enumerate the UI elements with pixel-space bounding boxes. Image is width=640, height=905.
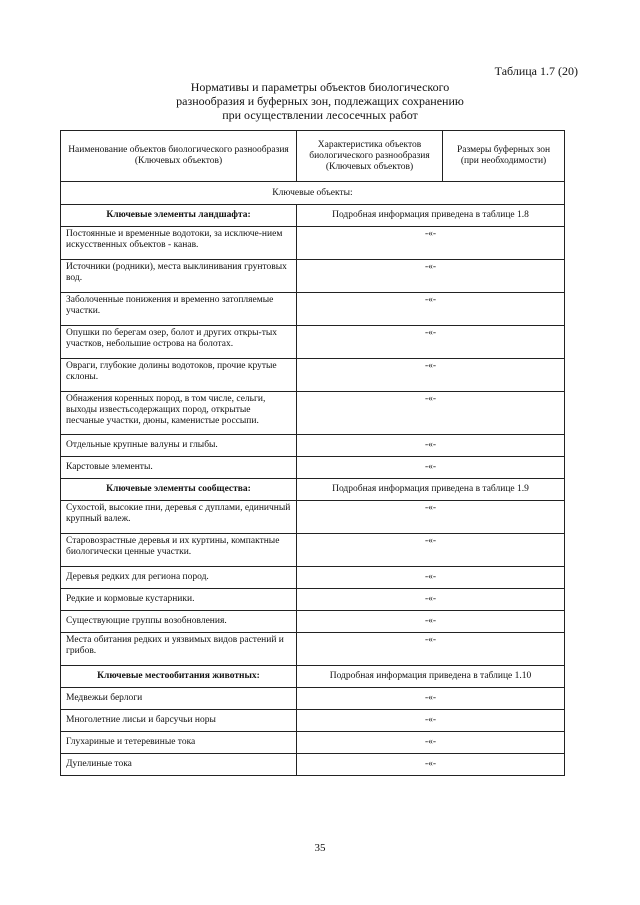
object-name: Овраги, глубокие долины водотоков, прочие крутые склоны.	[61, 359, 297, 392]
group-info: Подробная информация приведена в таблице 1.9	[297, 479, 565, 501]
table-row	[61, 633, 565, 666]
group-info: Подробная информация приведена в таблице 1.10	[297, 666, 565, 688]
object-name: Отдельные крупные валуны и глыбы.	[61, 435, 297, 457]
table-row	[61, 589, 565, 611]
object-name: Медвежьи берлоги	[61, 688, 297, 710]
table-row	[61, 457, 565, 479]
title-line: Нормативы и параметры объектов биологического	[190, 80, 450, 94]
ditto-mark: -«-	[297, 534, 565, 567]
ditto-mark: -«-	[297, 710, 565, 732]
table-title	[0, 80, 640, 122]
table-number: Таблица 1.7 (20)	[494, 64, 578, 78]
key-objects-label: Ключевые объекты:	[61, 182, 565, 205]
object-name: Дупелиные тока	[61, 754, 297, 776]
ditto-mark: -«-	[297, 633, 565, 666]
key-objects-row	[61, 182, 565, 205]
object-name: Деревья редких для региона пород.	[61, 567, 297, 589]
table-row	[61, 392, 565, 435]
object-name: Существующие группы возобновления.	[61, 611, 297, 633]
object-name: Редкие и кормовые кустарники.	[61, 589, 297, 611]
title-line: при осуществлении лесосечных работ	[222, 108, 418, 122]
title-line: разнообразия и буферных зон, подлежащих сохранению	[176, 94, 464, 108]
ditto-mark: -«-	[297, 732, 565, 754]
table-row	[61, 359, 565, 392]
table-row	[61, 501, 565, 534]
object-name: Источники (родники), места выклинивания грунтовых вод.	[61, 260, 297, 293]
object-name: Опушки по берегам озер, болот и других откры-тых участков, небольшие острова на болотах.	[61, 326, 297, 359]
ditto-mark: -«-	[297, 589, 565, 611]
table-row	[61, 732, 565, 754]
object-name: Старовозрастные деревья и их куртины, компактные биологически ценные участки.	[61, 534, 297, 567]
ditto-mark: -«-	[297, 567, 565, 589]
object-name: Заболоченные понижения и временно затопляемые участки.	[61, 293, 297, 326]
ditto-mark: -«-	[297, 611, 565, 633]
ditto-mark: -«-	[297, 501, 565, 534]
object-name: Глухариные и тетеревиные тока	[61, 732, 297, 754]
table-row	[61, 260, 565, 293]
ditto-mark: -«-	[297, 227, 565, 260]
column-header-buffer-zones: Размеры буферных зон (при необходимости)	[443, 131, 565, 182]
column-header-objects: Наименование объектов биологического разнообразия (Ключевых объектов)	[61, 131, 297, 182]
ditto-mark: -«-	[297, 326, 565, 359]
group-name: Ключевые элементы сообщества:	[61, 479, 297, 501]
group-row	[61, 666, 565, 688]
table-row	[61, 688, 565, 710]
table-row	[61, 435, 565, 457]
ditto-mark: -«-	[297, 392, 565, 435]
ditto-mark: -«-	[297, 688, 565, 710]
object-name: Многолетние лисьи и барсучьи норы	[61, 710, 297, 732]
ditto-mark: -«-	[297, 754, 565, 776]
ditto-mark: -«-	[297, 359, 565, 392]
table-row	[61, 710, 565, 732]
object-name: Места обитания редких и уязвимых видов растений и грибов.	[61, 633, 297, 666]
table-row	[61, 754, 565, 776]
object-name: Обнажения коренных пород, в том числе, сельги, выходы известьсодержащих пород, открытые песчаные участки, дюны, каменистые россыпи.	[61, 392, 297, 435]
ditto-mark: -«-	[297, 435, 565, 457]
page-number: 35	[314, 842, 326, 854]
group-name: Ключевые элементы ландшафта:	[61, 205, 297, 227]
table-row	[61, 326, 565, 359]
group-row	[61, 205, 565, 227]
object-name: Постоянные и временные водотоки, за исключе-нием искусственных объектов - канав.	[61, 227, 297, 260]
ditto-mark: -«-	[297, 260, 565, 293]
group-row	[61, 479, 565, 501]
table-row	[61, 534, 565, 567]
ditto-mark: -«-	[297, 293, 565, 326]
table-header-row	[61, 131, 565, 182]
table-row	[61, 611, 565, 633]
object-name: Карстовые элементы.	[61, 457, 297, 479]
group-name: Ключевые местообитания животных:	[61, 666, 297, 688]
column-header-characteristics: Характеристика объектов биологического разнообразия (Ключевых объектов)	[297, 131, 443, 182]
ditto-mark: -«-	[297, 457, 565, 479]
table-row	[61, 567, 565, 589]
object-name: Сухостой, высокие пни, деревья с дуплами, единичный крупный валеж.	[61, 501, 297, 534]
table-row	[61, 227, 565, 260]
table-row	[61, 293, 565, 326]
group-info: Подробная информация приведена в таблице 1.8	[297, 205, 565, 227]
norms-table	[60, 130, 565, 776]
